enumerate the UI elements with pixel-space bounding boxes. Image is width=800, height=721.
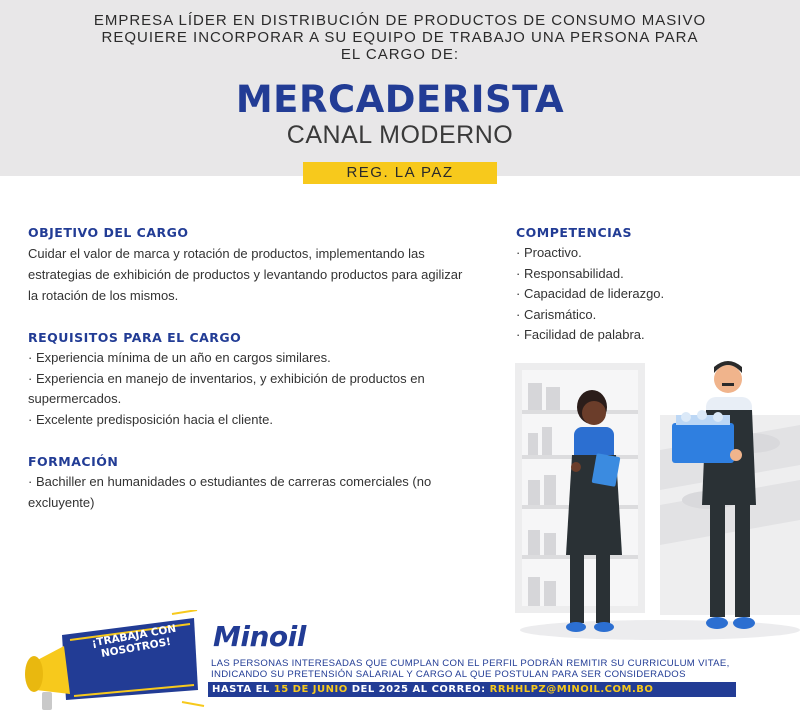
- list-item: · Proactivo.: [516, 245, 582, 260]
- deadline-bar: [208, 682, 736, 697]
- application-instructions: LAS PERSONAS INTERESADAS QUE CUMPLAN CON EL PERFIL PODRÁN REMITIR SU CURRICULUM VITAE, INDICANDO SU PRETENSIÓN SALARIAL Y CARGO AL QUE POSTULAN PARA SER CONSIDERADOS: [211, 658, 730, 680]
- deadline-date: 15 DE JUNIO: [273, 684, 348, 695]
- job-subtitle: CANAL MODERNO: [286, 121, 514, 149]
- formacion-title: FORMACIÓN: [28, 454, 119, 469]
- contact-email[interactable]: RRHHLPZ@MINOIL.COM.BO: [489, 684, 654, 695]
- competencias-title: COMPETENCIAS: [516, 225, 632, 240]
- intro-text: EMPRESA LÍDER EN DISTRIBUCIÓN DE PRODUCTOS DE CONSUMO MASIVO REQUIERE INCORPORAR A SU EQUIPO DE TRABAJO UNA PERSONA PARA EL CARGO DE:: [93, 12, 707, 63]
- list-item: · Bachiller en humanidades o estudiantes de carreras comerciales (no excluyente): [28, 474, 432, 510]
- requisitos-title: REQUISITOS PARA EL CARGO: [28, 330, 242, 345]
- region-badge: REG. LA PAZ: [303, 162, 497, 184]
- competencias-list: [516, 243, 776, 346]
- list-item: · Experiencia mínima de un año en cargos similares.: [28, 350, 331, 365]
- objetivo-text: Cuidar el valor de marca y rotación de productos, implementando las estrategias de exhibición de productos y levantando productos para agilizar la rotación de los mismos.: [28, 246, 463, 303]
- list-item: · Experiencia en manejo de inventarios, y exhibición de productos en supermercados.: [28, 370, 425, 406]
- requisitos-list: [28, 348, 478, 430]
- list-item: · Carismático.: [516, 306, 597, 322]
- objetivo-title: OBJETIVO DEL CARGO: [28, 225, 189, 240]
- brand-logo: Minoil: [213, 620, 306, 653]
- megaphone-text: ¡TRABAJA CON NOSOTROS!: [90, 622, 178, 660]
- deadline-middle: DEL 2025 AL CORREO:: [347, 684, 490, 695]
- list-item: · Facilidad de palabra.: [516, 327, 645, 342]
- workers-illustration: [510, 355, 800, 645]
- deadline-prefix: HASTA EL: [212, 684, 274, 695]
- list-item: · Capacidad de liderazgo.: [516, 286, 665, 301]
- list-item: · Excelente predisposición hacia el cliente.: [28, 411, 273, 427]
- formacion-list: [28, 472, 478, 513]
- list-item: · Responsabilidad.: [516, 265, 624, 281]
- job-title: MERCADERISTA: [235, 78, 565, 121]
